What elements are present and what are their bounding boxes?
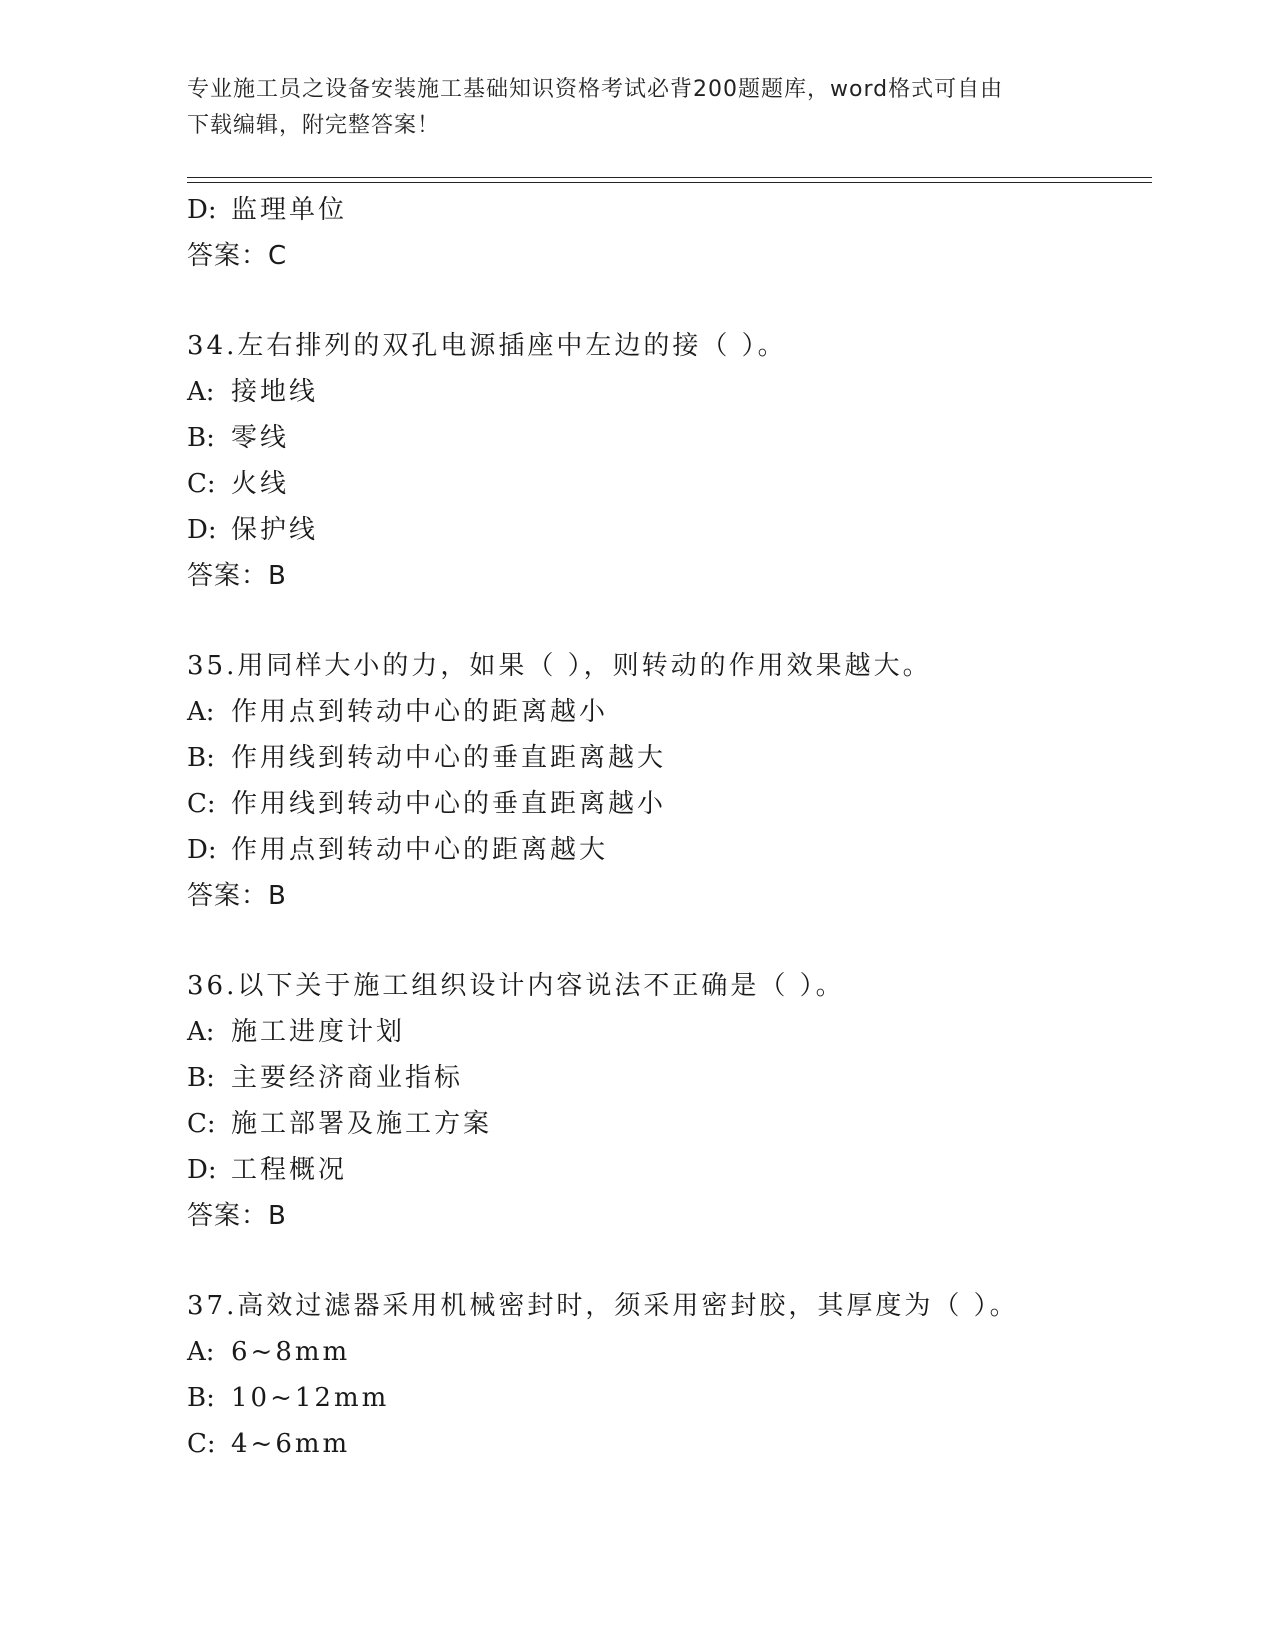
header-line-2: 下载编辑，附完整答案！ (187, 113, 441, 138)
option-text: 作用线到转动中心的垂直距离越大 (231, 743, 667, 773)
option-key: D: (187, 195, 217, 225)
header-divider-bottom (187, 182, 1152, 183)
option-key: C: (187, 1429, 216, 1459)
question-block-36 (187, 963, 1147, 1239)
question-gap (187, 599, 1147, 643)
option-line (187, 187, 1147, 233)
question-stem: 36.以下关于施工组织设计内容说法不正确是（ ）。 (187, 971, 845, 1001)
question-stem: 34.左右排列的双孔电源插座中左边的接（ ）。 (187, 331, 787, 361)
option-key: C: (187, 1109, 216, 1139)
question-gap (187, 919, 1147, 963)
option-key: B: (187, 423, 215, 453)
option-key: D: (187, 515, 217, 545)
option-text: 施工部署及施工方案 (231, 1109, 493, 1139)
question-block-34 (187, 323, 1147, 599)
option-line (187, 415, 1147, 461)
question-block-37 (187, 1283, 1147, 1467)
option-key: A: (187, 697, 215, 727)
option-key: C: (187, 789, 216, 819)
option-line (187, 1147, 1147, 1193)
answer-line: 答案：B (187, 881, 287, 911)
option-line (187, 735, 1147, 781)
option-line (187, 1329, 1147, 1375)
question-block-35 (187, 643, 1147, 919)
option-line (187, 461, 1147, 507)
option-line (187, 1009, 1147, 1055)
option-key: A: (187, 1017, 215, 1047)
option-text: 火线 (231, 469, 290, 499)
option-line (187, 1101, 1147, 1147)
option-line (187, 1421, 1147, 1467)
answer-line: 答案：B (187, 1201, 287, 1231)
question-list (187, 187, 1147, 1467)
option-key: C: (187, 469, 216, 499)
question-block-prev (187, 187, 1147, 279)
question-gap (187, 1239, 1147, 1283)
option-text: 作用点到转动中心的距离越大 (231, 835, 609, 865)
option-key: B: (187, 743, 215, 773)
header-line-1: 专业施工员之设备安装施工基础知识资格考试必背200题题库，word格式可自由 (187, 77, 1004, 102)
question-gap (187, 279, 1147, 323)
option-text: 作用线到转动中心的垂直距离越小 (231, 789, 667, 819)
option-text: 作用点到转动中心的距离越小 (231, 697, 609, 727)
option-key: A: (187, 377, 215, 407)
option-line (187, 1055, 1147, 1101)
question-stem: 35.用同样大小的力，如果（ ），则转动的作用效果越大。 (187, 651, 932, 681)
option-text: 4~6mm (231, 1429, 351, 1459)
option-key: A: (187, 1337, 215, 1367)
option-text: 监理单位 (231, 195, 348, 225)
option-line (187, 507, 1147, 553)
option-text: 保护线 (231, 515, 319, 545)
option-line (187, 689, 1147, 735)
option-line (187, 1375, 1147, 1421)
option-key: D: (187, 1155, 217, 1185)
option-text: 主要经济商业指标 (231, 1063, 464, 1093)
option-text: 10~12mm (231, 1383, 390, 1413)
option-key: B: (187, 1383, 215, 1413)
option-text: 接地线 (231, 377, 319, 407)
option-text: 零线 (231, 423, 290, 453)
option-key: B: (187, 1063, 215, 1093)
option-text: 施工进度计划 (231, 1017, 406, 1047)
option-text: 6~8mm (231, 1337, 351, 1367)
header-divider-top (187, 177, 1152, 178)
question-stem: 37.高效过滤器采用机械密封时，须采用密封胶，其厚度为（ ）。 (187, 1291, 1019, 1321)
option-line (187, 827, 1147, 873)
answer-line: 答案：B (187, 561, 287, 591)
option-line (187, 369, 1147, 415)
answer-line: 答案：C (187, 241, 288, 271)
option-text: 工程概况 (231, 1155, 348, 1185)
document-header (187, 72, 1087, 144)
option-line (187, 781, 1147, 827)
option-key: D: (187, 835, 217, 865)
